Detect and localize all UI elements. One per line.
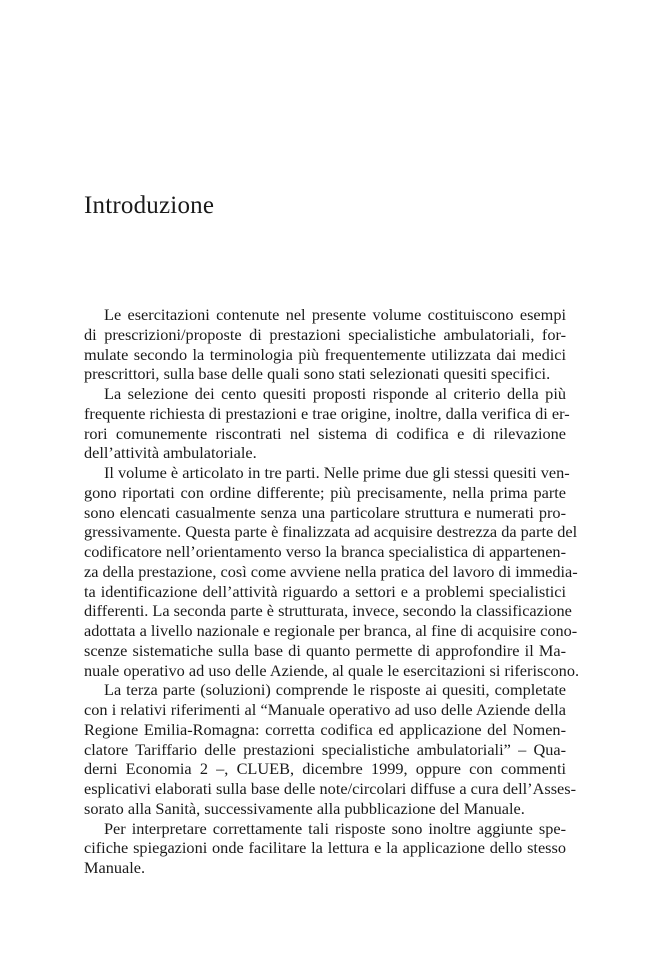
paragraph-2 [84,384,570,463]
text-line: gono riportati con ordine differente; più precisamente, nella prima parte [84,482,566,502]
text-line: gressivamente. Questa parte è finalizzata ad acquisire destrezza da parte del [84,522,578,542]
text-line: differenti. La seconda parte è strutturata, invece, secondo la classificazione [84,601,572,621]
text-line: frequente richiesta di prestazioni e trae origine, inoltre, dalla verifica di er- [84,403,570,423]
text-line: cifiche spiegazioni onde facilitare la lettura e la applicazione dello stesso [84,838,566,858]
text-line: derni Economia 2 –, CLUEB, dicembre 1999, oppure con commenti [84,759,566,779]
text-line: mulate secondo la terminologia più frequentemente utilizzata dai medici [84,344,566,364]
text-line: Le esercitazioni contenute nel presente volume costituiscono esempi [104,305,566,324]
body-text [84,305,580,878]
text-line: Il volume è articolato in tre parti. Nelle prime due gli stessi quesiti ven- [104,463,570,482]
text-line: La selezione dei cento quesiti proposti risponde al criterio della più [104,384,566,403]
text-line: sorato alla Sanità, successivamente alla pubblicazione del Manuale. [84,798,525,818]
paragraph-4 [84,680,577,818]
text-line: prescrittori, sulla base delle quali sono stati selezionati quesiti specifici. [84,364,551,384]
text-line: con i relativi riferimenti al “Manuale operativo ad uso delle Aziende della [84,700,566,719]
text-line: scenze sistematiche sulla base di quanto permette di approfondire il Ma- [84,640,566,660]
text-line: esplicativi elaborati sulla base delle note/circolari diffuse a cura dell’Asses- [84,779,577,798]
paragraph-5 [84,819,566,878]
text-line: nuale operativo ad uso delle Aziende, al quale le esercitazioni si riferiscono. [84,660,580,680]
text-line: Manuale. [84,858,146,877]
paragraph-3 [84,463,580,680]
text-line: clatore Tariffario delle prestazioni specialistiche ambulatoriali” – Qua- [84,739,566,759]
paragraph-1 [84,305,566,384]
text-line: La terza parte (soluzioni) comprende le risposte ai quesiti, completate [104,680,566,700]
text-line: dell’attività ambulatoriale. [84,443,257,463]
text-line: codificatore nell’orientamento verso la branca specialistica di appartenen- [84,542,566,561]
text-line: adottata a livello nazionale e regionale per branca, al fine di acquisire cono- [84,621,578,640]
text-line: za della prestazione, così come avviene nella pratica del lavoro di immedia- [84,561,578,581]
text-line: Per interpretare correttamente tali risposte sono inoltre aggiunte spe- [104,818,566,838]
text-line: rori comunemente riscontrati nel sistema di codifica e di rilevazione [84,423,566,443]
text-line: Regione Emilia-Romagna: corretta codifica ed applicazione del Nomen- [84,719,566,739]
text-line: sono elencati casualmente senza una particolare struttura e numerati pro- [84,502,566,522]
text-line: di prescrizioni/proposte di prestazioni specialistiche ambulatoriali, for- [84,324,566,344]
chapter-title: Introduzione [84,192,215,219]
text-line: ta identificazione dell’attività riguardo a settori e a problemi specialistici [84,581,566,601]
